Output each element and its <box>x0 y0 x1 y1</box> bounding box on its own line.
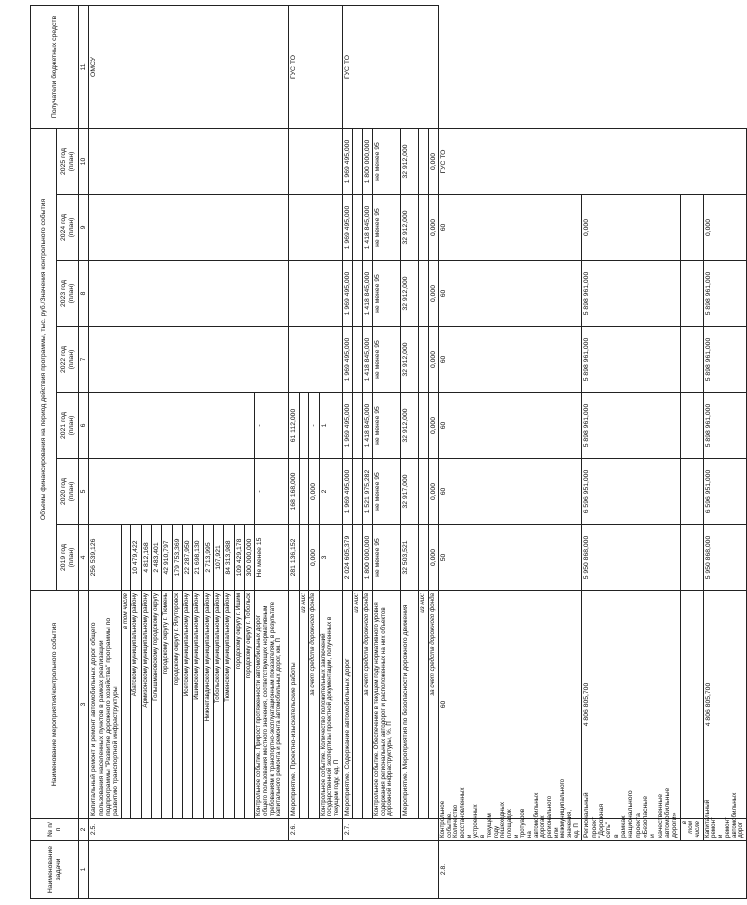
task-cell <box>89 841 439 899</box>
value-cell: 1 969 495,000 <box>342 459 352 525</box>
value-cell: 60 <box>439 591 582 819</box>
empty-cell <box>680 393 703 459</box>
value-cell: 32 912,000 <box>401 261 419 327</box>
empty-cell <box>419 327 429 393</box>
including-label: в том числе <box>121 591 131 819</box>
value-cell: 2 <box>319 459 342 525</box>
empty-cell <box>680 327 703 393</box>
event-text: Региональный проект "Дорожная сеть" в рамках национального проекта «Безопасные и качественные автомобильные дороги» <box>582 819 680 841</box>
including-label: из них: <box>419 591 429 819</box>
value-cell: не менее 95 <box>373 128 401 194</box>
control-event-text: Контрольное событие. Количество положительных заключений государственной экспертизы проектной документации, полученных в текущем году, ед. П <box>319 591 342 819</box>
recipients-header: Получатели бюджетных средств <box>31 5 79 128</box>
empty-cell <box>353 459 363 525</box>
table-row <box>353 5 363 898</box>
including-label: из них: <box>353 591 363 819</box>
value-cell: 42 910,797 <box>162 525 172 591</box>
district-name: Армизонскому муниципальному району <box>141 591 151 819</box>
event-text: Капитальный ремонт и ремонт автомобильных дорог общего пользования населенных пунктов в рамках реализации подпрограммы "Развитие дорожного хозяйства" программы по развитию транспортной инфраструктуры <box>89 591 121 819</box>
col-number: 2 <box>79 819 89 841</box>
value-cell: 32 912,000 <box>401 195 419 261</box>
control-event-text: Контрольное событие. Обеспечение в текущем году нормативного уровня содержания региональных автодорог и расположенных на них объектов дорожной инфраструктуры, %. П <box>373 591 401 819</box>
value-cell: 107,921 <box>213 525 223 591</box>
empty-cell <box>299 525 309 591</box>
value-cell: не менее 95 <box>373 525 401 591</box>
table-row <box>401 5 419 898</box>
value-cell: 60 <box>439 459 582 525</box>
sub-event-text: Капитальный ремонт и ремонт автомобильных дорог <box>703 819 746 841</box>
value-cell: 1 800 000,000 <box>362 128 372 194</box>
district-name: Голышмановскому городскому округу <box>151 591 161 819</box>
value-cell: 5 898 961,000 <box>582 261 680 327</box>
including-label: в том числе <box>680 819 703 841</box>
recipient-cell: ГУС ТО <box>439 128 747 194</box>
value-cell: 0,000 <box>428 525 438 591</box>
value-cell: не менее 95 <box>373 327 401 393</box>
col-number: 4 <box>79 525 89 591</box>
value-cell: - <box>255 393 289 459</box>
empty-cell <box>680 525 703 591</box>
value-cell: 300 000,000 <box>244 525 254 591</box>
fund-label: за счет средств дорожного фонда <box>428 591 438 819</box>
value-cell: 5 950 868,000 <box>703 525 746 591</box>
district-name: городскому округу г. Ялуторовск <box>172 591 182 819</box>
recipient-cell: ГУС ТО <box>289 5 342 128</box>
value-cell: не менее 95 <box>373 195 401 261</box>
value-cell: 0,000 <box>309 525 319 591</box>
value-cell: 5 898 961,000 <box>703 261 746 327</box>
year-2019-header: 2019 год (план) <box>57 525 79 591</box>
row-num: 2.6. <box>289 819 342 841</box>
value-cell: 60 <box>439 261 582 327</box>
value-cell: 1 418 845,000 <box>362 393 372 459</box>
value-cell: 0,000 <box>703 195 746 261</box>
empty-cell <box>680 195 703 261</box>
empty-cell <box>419 128 429 194</box>
value-cell: 5 898 961,000 <box>582 393 680 459</box>
col-number: 1 <box>79 841 89 899</box>
value-cell: 281 136,152 <box>289 525 299 591</box>
value-cell: 32 912,000 <box>401 327 419 393</box>
value-cell: 21 698,130 <box>193 525 203 591</box>
control-event-text: Контрольное событие. Прирост протяженности автомобильных дорог общего пользования местного значения, соответствующих нормативным требованиям к транспортно-эксплуатационным показателям, в результате капитального ремонта и ремонта автомобильных дорог, км. П <box>255 591 289 819</box>
district-name: Тюменскому муниципальному району <box>224 591 234 819</box>
value-cell: 1 418 845,000 <box>362 261 372 327</box>
table-row <box>342 5 352 898</box>
value-cell: 0,000 <box>428 195 438 261</box>
empty-cell <box>353 393 363 459</box>
empty-cell <box>419 525 429 591</box>
value-cell: 60 <box>439 327 582 393</box>
district-name: Тобольскому муниципальному району <box>213 591 223 819</box>
financing-header: Объемы финансирования на период действия программы, тыс. руб./Значения контрольного события <box>31 128 57 590</box>
empty-cell <box>89 195 289 261</box>
year-2021-header: 2021 год (план) <box>57 393 79 459</box>
value-cell: 0,000 <box>428 393 438 459</box>
value-cell: 1 969 495,000 <box>342 261 352 327</box>
value-cell: 60 <box>439 393 582 459</box>
value-cell: 1 521 975,282 <box>362 459 372 525</box>
event-name-header: Наименование мероприятия/контрольного события <box>31 591 79 819</box>
empty-cell <box>353 128 363 194</box>
row-num: 2.5. <box>89 819 289 841</box>
empty-cell <box>353 327 363 393</box>
year-2022-header: 2022 год (план) <box>57 327 79 393</box>
year-2024-header: 2024 год (план) <box>57 195 79 261</box>
value-cell: 3 <box>319 525 342 591</box>
value-cell: 1 969 495,000 <box>342 128 352 194</box>
value-cell: - <box>255 459 289 525</box>
empty-cell <box>289 327 342 393</box>
empty-cell <box>289 195 342 261</box>
value-cell: 0,000 <box>428 327 438 393</box>
value-cell: 4 812,168 <box>141 525 151 591</box>
value-cell: 84 313,988 <box>224 525 234 591</box>
value-cell: 5 898 961,000 <box>582 327 680 393</box>
event-text: Мероприятие. Содержание автомобильных дорог <box>342 591 352 819</box>
year-2020-header: 2020 год (план) <box>57 459 79 525</box>
empty-cell <box>89 261 289 327</box>
empty-cell <box>680 261 703 327</box>
value-cell: - <box>309 393 319 459</box>
value-cell: 5 898 961,000 <box>703 393 746 459</box>
including-label: из них: <box>299 591 309 819</box>
value-cell: 0,000 <box>428 261 438 327</box>
value-cell: Не менее 15 <box>255 525 289 591</box>
value-cell: 0,000 <box>309 459 319 525</box>
value-cell: не менее 95 <box>373 393 401 459</box>
empty-cell <box>89 327 289 393</box>
value-cell: 32 503,521 <box>401 525 419 591</box>
value-cell: 168 168,000 <box>289 459 299 525</box>
fund-label: за счет средств дорожного фонда <box>362 591 372 819</box>
empty-cell <box>89 393 255 459</box>
empty-cell <box>353 261 363 327</box>
value-cell: 5 898 961,000 <box>703 327 746 393</box>
col-number: 7 <box>79 327 89 393</box>
value-cell: 6 596 951,000 <box>703 459 746 525</box>
task-name-header: Наименование задачи <box>31 841 79 899</box>
value-cell: 6 596 951,000 <box>582 459 680 525</box>
empty-cell <box>289 261 342 327</box>
row-num: 2.7. <box>342 819 438 841</box>
empty-cell <box>89 459 255 525</box>
table-row <box>289 5 299 898</box>
value-cell: 32 917,000 <box>401 459 419 525</box>
fund-label: за счет средств дорожного фонда <box>309 591 319 819</box>
value-cell: 0,000 <box>582 195 680 261</box>
value-cell: 5 950 868,000 <box>582 525 680 591</box>
year-2025-header: 2025 год (план) <box>57 128 79 194</box>
column-numbers-row <box>79 5 89 898</box>
recipient-cell: ГУС ТО <box>342 5 438 128</box>
table-row <box>362 5 372 898</box>
district-name: Абатскому муниципальному району <box>131 591 141 819</box>
value-cell: 2 713,995 <box>203 525 213 591</box>
empty-cell <box>419 195 429 261</box>
empty-cell <box>419 393 429 459</box>
table-row <box>89 5 121 898</box>
col-number: 8 <box>79 261 89 327</box>
header-row <box>31 5 57 898</box>
value-cell: 0,000 <box>428 459 438 525</box>
value-cell: 1 <box>319 393 342 459</box>
value-cell: 60 <box>439 195 582 261</box>
value-cell: 4 806 805,700 <box>582 591 680 819</box>
value-cell: 32 912,000 <box>401 393 419 459</box>
value-cell: не менее 95 <box>373 459 401 525</box>
event-text: Мероприятие. Проектно-изыскательские работы <box>289 591 299 819</box>
value-cell: 1 418 845,000 <box>362 327 372 393</box>
table-row <box>439 5 582 898</box>
col-number: 10 <box>79 128 89 194</box>
district-name: городскому округу г. Тобольск <box>244 591 254 819</box>
col-number: 9 <box>79 195 89 261</box>
empty-cell <box>353 195 363 261</box>
value-cell: 1 969 495,000 <box>342 393 352 459</box>
col-number: 3 <box>79 591 89 819</box>
value-cell: 179 753,369 <box>172 525 182 591</box>
col-number: 6 <box>79 393 89 459</box>
year-2023-header: 2023 год (план) <box>57 261 79 327</box>
value-cell: 2 483,401 <box>151 525 161 591</box>
value-cell: 50 <box>439 525 582 591</box>
value-cell: 1 969 495,000 <box>342 195 352 261</box>
table-row <box>428 5 438 898</box>
value-cell: 1 969 495,000 <box>342 327 352 393</box>
value-cell: 10 479,422 <box>131 525 141 591</box>
recipient-cell: ОМСУ <box>89 5 289 128</box>
empty-cell <box>419 261 429 327</box>
table-row <box>373 5 401 898</box>
district-name: Ишимскому муниципальному району <box>193 591 203 819</box>
value-cell: 256 539,126 <box>89 525 121 591</box>
value-cell: 1 800 000,000 <box>362 525 372 591</box>
value-cell: 109 429,178 <box>234 525 244 591</box>
table-row <box>419 5 429 898</box>
control-event-text: Контрольное событие. Количество восстановленных и устроенных в текущем году пешеходных площадок и тротуаров на автомобильных дорогах регионального или межмуниципального значения, ед. П <box>439 819 582 841</box>
empty-cell <box>299 393 309 459</box>
value-cell: 1 418 845,000 <box>362 195 372 261</box>
value-cell: 2 024 605,379 <box>342 525 352 591</box>
empty-cell <box>89 128 289 194</box>
row-num: 2.8. <box>439 841 747 899</box>
empty-cell <box>680 591 703 819</box>
district-name: городскому округу г. Ишим <box>234 591 244 819</box>
district-name: городскому округу г. Тюмень <box>162 591 172 819</box>
value-cell: 4 806 805,700 <box>703 591 746 819</box>
value-cell: 32 912,000 <box>401 128 419 194</box>
value-cell: 0,000 <box>428 128 438 194</box>
empty-cell <box>289 128 342 194</box>
num-header: № п/п <box>31 819 79 841</box>
district-name: Нижнетавдинскому муниципальному району <box>203 591 213 819</box>
event-text: Мероприятие. Мероприятия по безопасности дорожного движения <box>401 591 419 819</box>
empty-cell <box>121 525 131 591</box>
empty-cell <box>419 459 429 525</box>
financing-table <box>30 5 747 899</box>
value-cell: не менее 95 <box>373 261 401 327</box>
value-cell: 61 112,000 <box>289 393 299 459</box>
district-name: Исетскому муниципальному району <box>182 591 192 819</box>
col-number: 5 <box>79 459 89 525</box>
col-number: 11 <box>79 5 89 128</box>
value-cell: 22 287,950 <box>182 525 192 591</box>
empty-cell <box>299 459 309 525</box>
empty-cell <box>353 525 363 591</box>
empty-cell <box>680 459 703 525</box>
